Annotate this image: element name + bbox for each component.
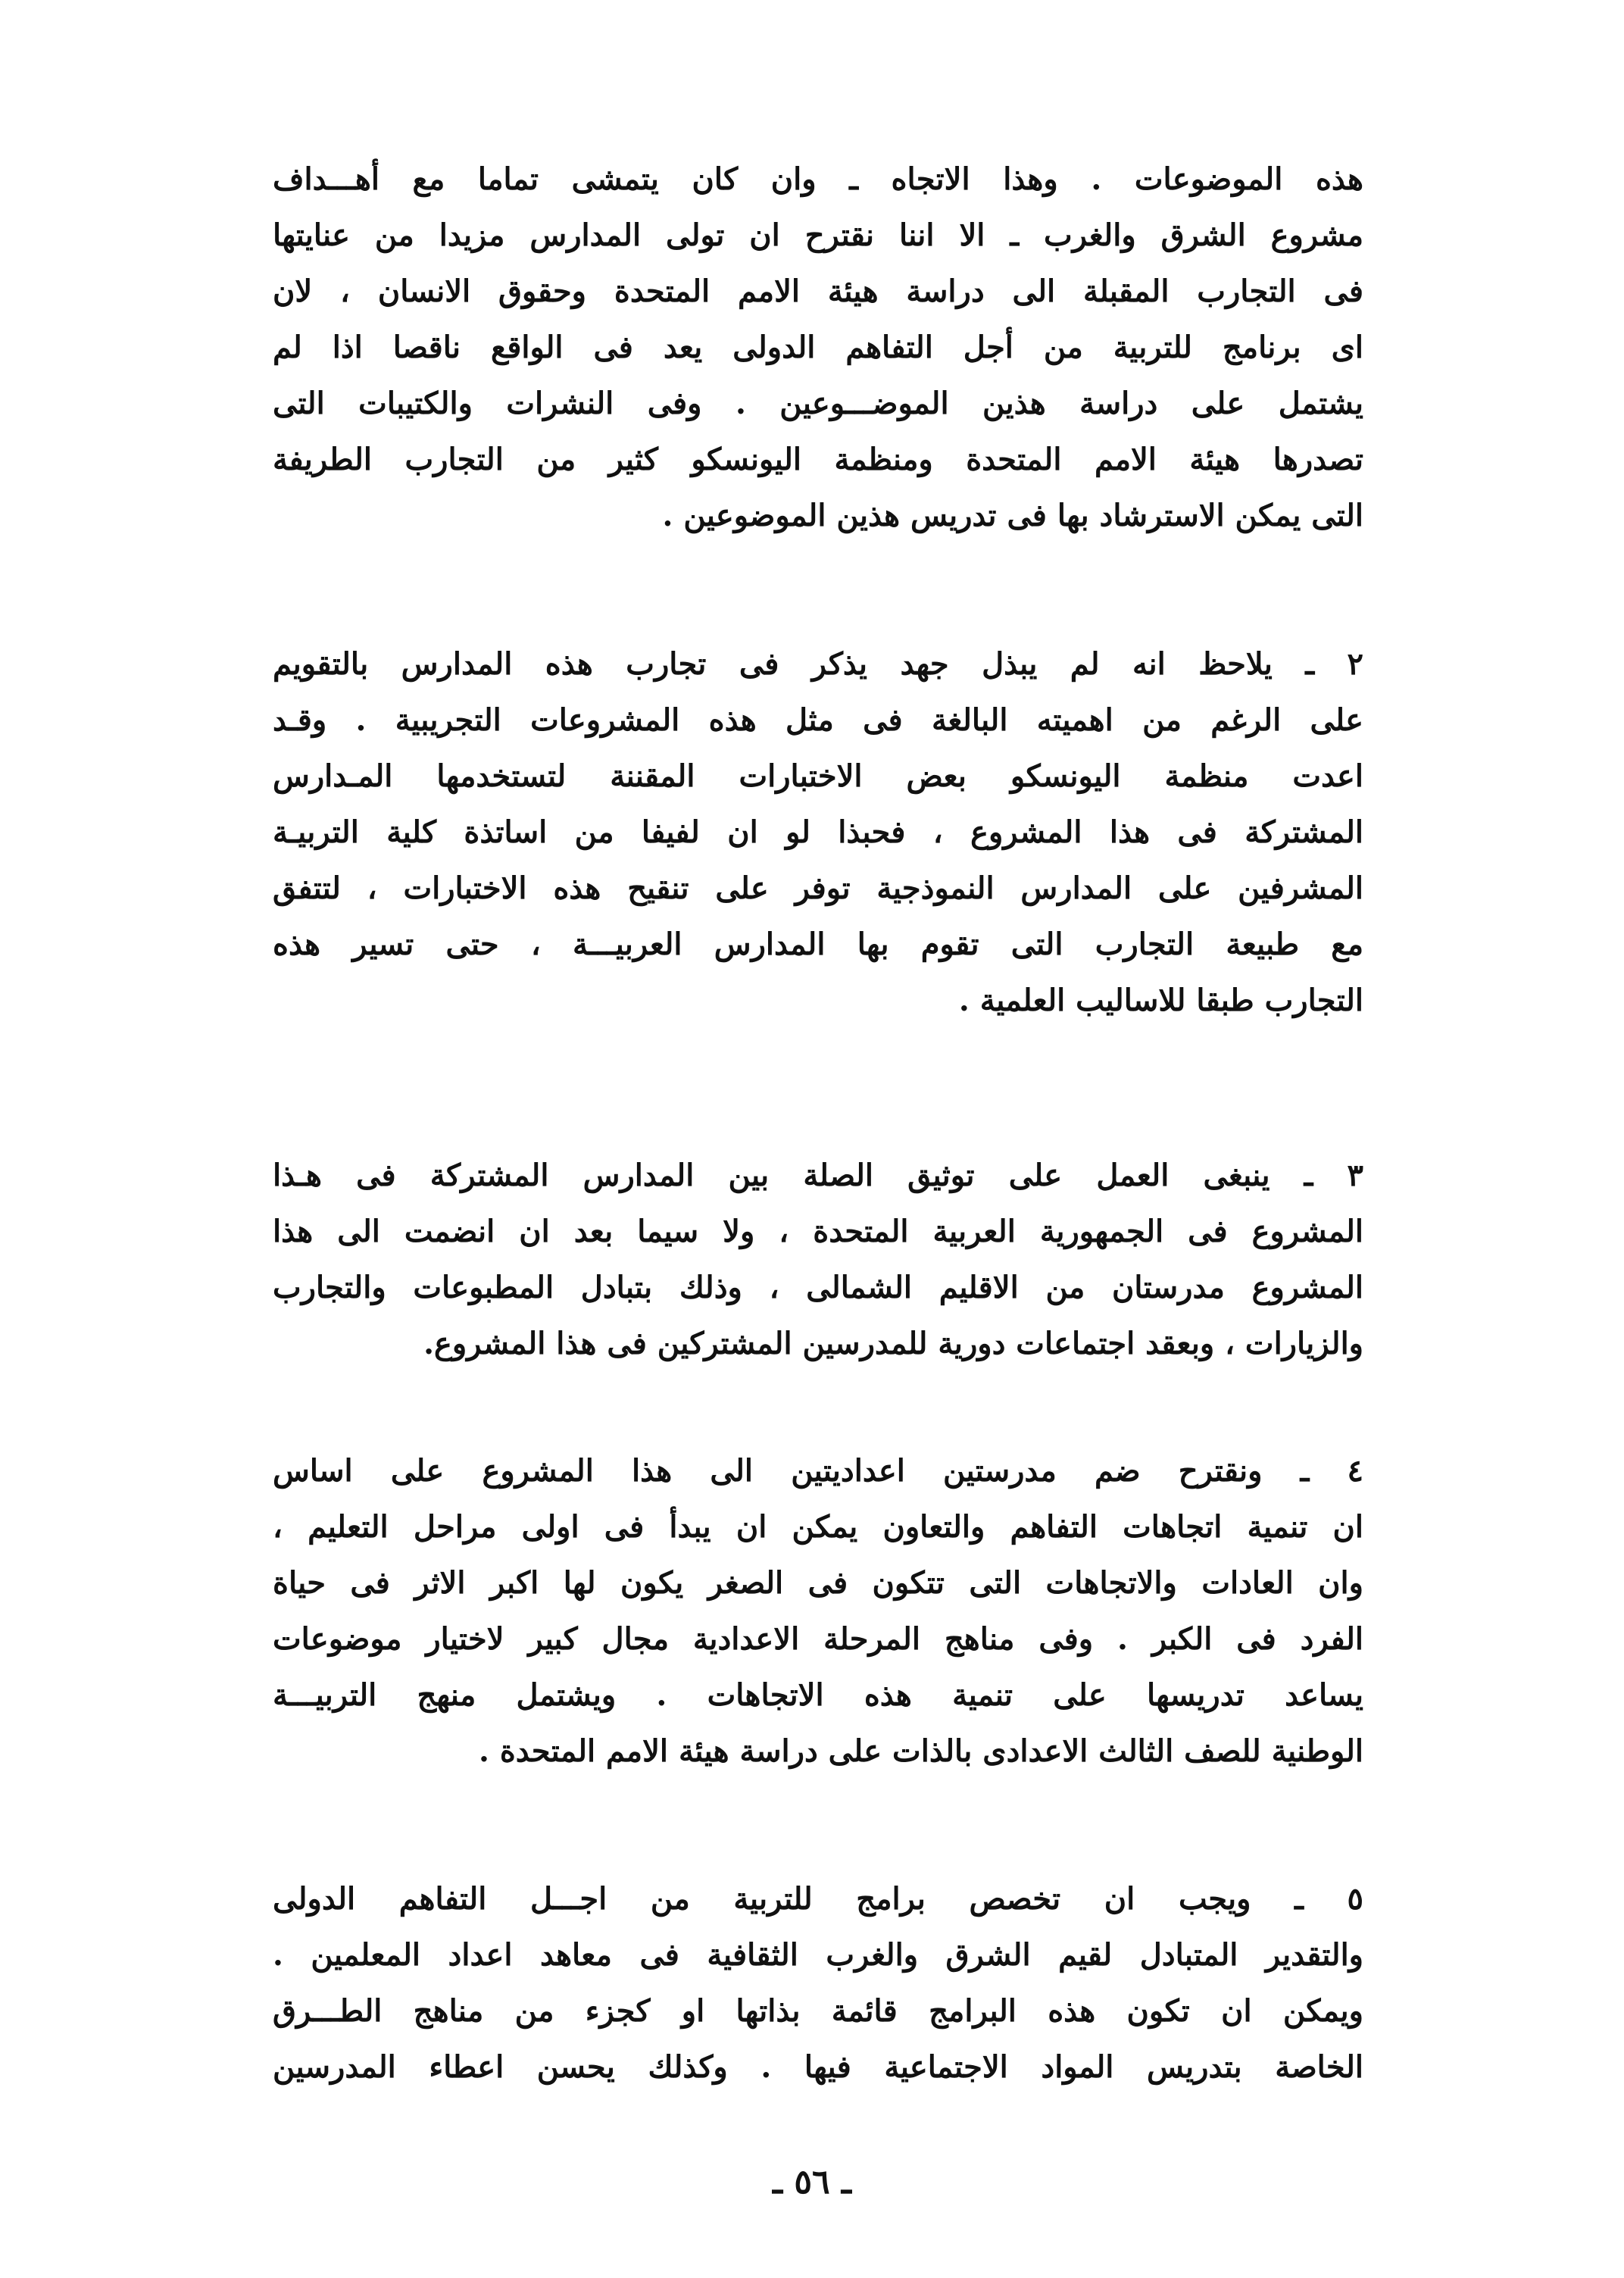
text-line: الفرد فى الكبر . وفى مناهج المرحلة الاعدادية مجال كبير لاختيار موضوعات xyxy=(273,1621,1363,1657)
text-line: المشروع فى الجمهورية العربية المتحدة ، ولا سيما بعد ان انضمت الى هذا xyxy=(273,1214,1363,1249)
text-line: والزيارات ، وبعقد اجتماعات دورية للمدرسين المشتركين فى هذا المشروع. xyxy=(423,1326,1363,1361)
text-line: وان العادات والاتجاهات التى تتكون فى الصغر يكون لها اكبر الاثر فى حياة xyxy=(273,1565,1363,1601)
paragraph-3 xyxy=(273,1148,1363,1372)
text-line: المشتركة فى هذا المشروع ، فحبذا لو ان لفيفا من اساتذة كلية التربيـة xyxy=(273,814,1363,850)
text-line: ٤ ـ ونقترح ضم مدرستين اعداديتين الى هذا المشروع على اساس xyxy=(273,1453,1363,1489)
text-line: يشتمل على دراسة هذين الموضـــوعين . وفى النشرات والكتيبات التى xyxy=(273,386,1363,421)
paragraph-4 xyxy=(273,1443,1363,1780)
paragraph-1 xyxy=(273,152,1363,544)
text-line: مشروع الشرق والغرب ـ الا اننا نقترح ان تولى المدارس مزيدا من عنايتها xyxy=(273,217,1363,253)
paragraph-2 xyxy=(273,636,1363,1029)
text-line: التى يمكن الاسترشاد بها فى تدريس هذين الموضوعين . xyxy=(662,498,1363,533)
text-line: مع طبيعة التجارب التى تقوم بها المدارس العربيـــة ، حتى تسير هذه xyxy=(273,927,1363,962)
text-line: تصدرها هيئة الامم المتحدة ومنظمة اليونسكو كثير من التجارب الطريفة xyxy=(273,442,1363,477)
paragraph-5 xyxy=(273,1871,1363,2095)
text-line: المشرفين على المدارس النموذجية توفر على تنقيح هذه الاختبارات ، لتتفق xyxy=(273,870,1363,906)
text-line: ٣ ـ ينبغى العمل على توثيق الصلة بين المدارس المشتركة فى هـذا xyxy=(273,1158,1363,1193)
text-line: ٢ ـ يلاحظ انه لم يبذل جهد يذكر فى تجارب هذه المدارس بالتقويم xyxy=(273,646,1363,682)
text-line: الوطنية للصف الثالث الاعدادى بالذات على دراسة هيئة الامم المتحدة . xyxy=(479,1733,1363,1769)
text-line: ويمكن ان تكون هذه البرامج قائمة بذاتها او كجزء من مناهج الطـــرق xyxy=(273,1993,1363,2029)
page-number: ـ ٥٦ ـ xyxy=(773,2163,851,2201)
text-line: ٥ ـ ويجب ان تخصص برامج للتربية من اجـــل التفاهم الدولى xyxy=(273,1881,1363,1917)
text-line: على الرغم من اهميته البالغة فى مثل هذه المشروعات التجريبية . وقـد xyxy=(273,702,1363,738)
text-line: التجارب طبقا للاساليب العلمية . xyxy=(958,983,1363,1018)
text-line: يساعد تدريسها على تنمية هذه الاتجاهات . ويشتمل منهج التربيـــة xyxy=(273,1677,1363,1713)
text-line: الخاصة بتدريس المواد الاجتماعية فيها . وكذلك يحسن اعطاء المدرسين xyxy=(273,2049,1363,2085)
text-line: اعدت منظمة اليونسكو بعض الاختبارات المقننة لتستخدمها المـدارس xyxy=(273,758,1363,794)
text-line: المشروع مدرستان من الاقليم الشمالى ، وذلك بتبادل المطبوعات والتجارب xyxy=(273,1270,1363,1305)
text-line: اى برنامج للتربية من أجل التفاهم الدولى يعد فى الواقع ناقصا اذا لم xyxy=(273,330,1363,365)
text-line: فى التجارب المقبلة الى دراسة هيئة الامم المتحدة وحقوق الانسان ، لان xyxy=(273,273,1363,309)
text-line: والتقدير المتبادل لقيم الشرق والغرب الثقافية فى معاهد اعداد المعلمين . xyxy=(273,1937,1363,1973)
text-line: هذه الموضوعات . وهذا الاتجاه ـ وان كان يتمشى تماما مع أهـــداف xyxy=(273,161,1363,197)
text-line: ان تنمية اتجاهات التفاهم والتعاون يمكن ان يبدأ فى اولى مراحل التعليم ، xyxy=(273,1509,1363,1545)
